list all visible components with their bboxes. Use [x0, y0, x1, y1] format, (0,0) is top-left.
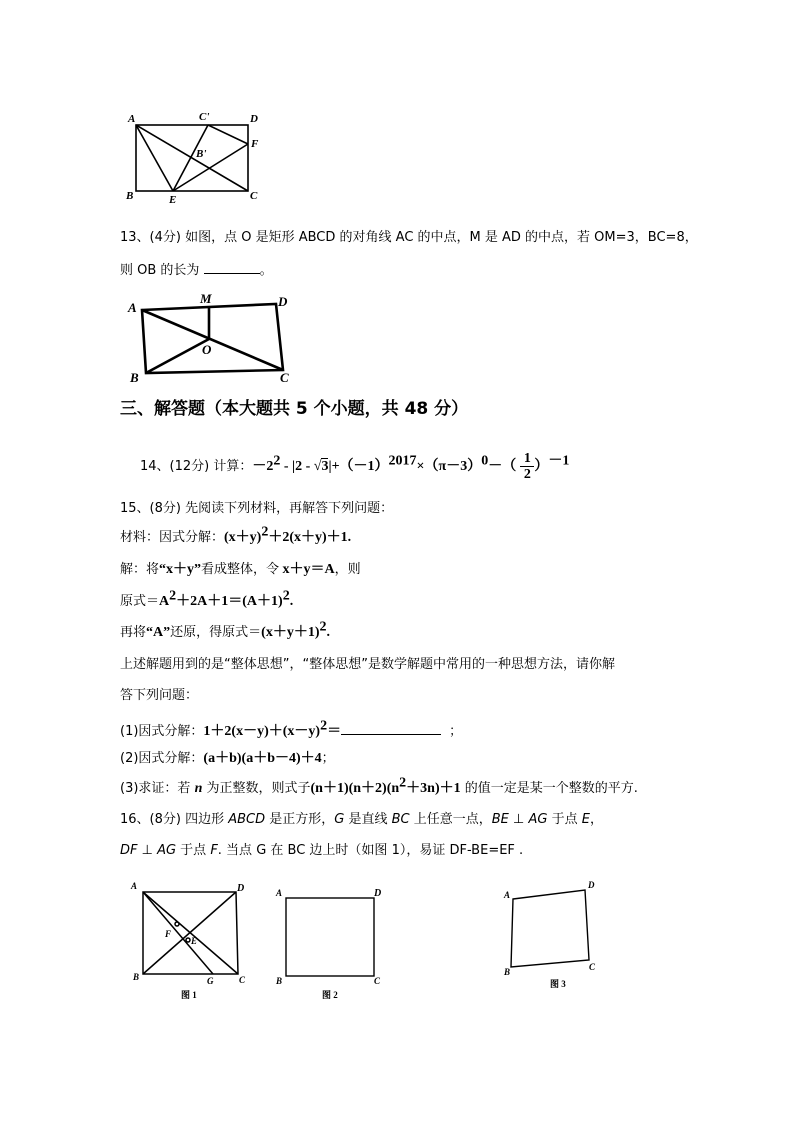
q13-text-pre: 则 OB 的长为	[120, 263, 204, 278]
q15-p1-end: ；	[449, 724, 463, 739]
q13-text: 如图，点 O 是矩形 ABCD 的对角线 AC 的中点，M 是 AD 的中点，若 OM=3，BC=8，	[185, 230, 698, 245]
q16-figure-3	[495, 875, 605, 995]
fig3-label-B: B	[504, 967, 511, 977]
q14-expr-a: －2	[252, 459, 274, 474]
q14-exp-2017: 2017	[388, 453, 417, 469]
fig1-label-F: F	[165, 929, 172, 939]
q16-f: F	[210, 843, 218, 858]
q15-material-expr-a: (x＋y)	[224, 530, 262, 545]
top-rectangle-figure	[110, 105, 280, 205]
q15-orig-end: .	[289, 594, 294, 609]
fig3-label-D: D	[588, 880, 595, 890]
q16-l2-a: 于点	[176, 843, 211, 858]
q13-label-A: A	[128, 300, 137, 315]
q16-df-perp: DF ⊥ AG	[120, 843, 177, 858]
q15-orig-e1: 2	[169, 588, 177, 604]
fig3-caption: 图 3	[550, 979, 566, 989]
q14-exp-2: 2	[273, 453, 281, 469]
q16-l1-b: 是正方形，	[265, 812, 335, 827]
q13-line2	[120, 259, 273, 280]
label-F: F	[251, 138, 259, 150]
q16-bc: BC	[391, 812, 410, 827]
q15-think-line1: 上述解题用到的是“整体思想”，“整体思想”是数学解题中常用的一种思想方法，请你解	[120, 657, 615, 672]
q16-l1-e: 于点	[547, 812, 582, 827]
q15-restore-mid: 还原，得原式＝	[170, 625, 262, 640]
q16-abcd: ABCD	[228, 812, 266, 827]
q14-fraction	[520, 451, 534, 482]
q15-material	[120, 524, 352, 547]
q14-expr-d: ×（π－3）	[416, 459, 482, 474]
q13-label-D: D	[278, 294, 288, 309]
q15-restore-quote: “A”	[146, 625, 171, 640]
q15-p3-n: n	[194, 781, 203, 796]
label-D: D	[250, 113, 258, 125]
label-C-prime: C'	[199, 111, 210, 123]
fig2-label-A: A	[276, 888, 283, 898]
q16-l1-d: 上任意一点，	[409, 812, 492, 827]
q15-restore-pre: 再将	[120, 625, 147, 640]
q15-p2-expr: (a＋b)(a＋b－4)＋4	[203, 751, 322, 766]
fig1-label-G: G	[207, 976, 214, 986]
q15-orig-e2: 2	[282, 588, 290, 604]
q16-line2	[120, 842, 523, 860]
fig1-label-C: C	[239, 975, 246, 985]
q15-orig-pre: 原式＝	[120, 594, 160, 609]
section-3-title: 三、解答题（本大题共 5 个小题，共 48 分）	[120, 399, 469, 419]
q15-sol-var: x＋y＝A	[279, 562, 335, 577]
q14-exp-m1: －1	[548, 453, 570, 469]
q15-p3-exp: 2	[399, 775, 407, 791]
q15-think-line2: 答下列问题：	[120, 688, 199, 703]
q15-sol-quote: “x＋y”	[159, 562, 202, 577]
q15-sol-mid: 看成整体，令	[201, 562, 280, 577]
q14-line	[140, 451, 569, 482]
q15-restore-exp: 2	[319, 619, 327, 635]
q15-restore	[120, 619, 330, 642]
q15-restore-expr: (x＋y＋1)	[261, 625, 320, 640]
q13-label-M: M	[200, 291, 212, 306]
q13-line1	[120, 229, 698, 247]
q15-material-exp: 2	[261, 524, 269, 540]
fig2-label-C: C	[374, 976, 381, 986]
q15-original	[120, 588, 294, 611]
q15-restore-end: .	[326, 625, 330, 640]
fig1-label-A: A	[131, 881, 138, 891]
q13-figure	[120, 290, 300, 385]
q15-p2-end: ；	[321, 751, 335, 766]
q14-expr-e: －（	[488, 459, 517, 474]
fig1-caption: 图 1	[181, 990, 197, 1000]
label-E: E	[169, 194, 177, 205]
fig1-label-D: D	[237, 883, 245, 894]
fig2-label-B: B	[276, 976, 283, 986]
q15-material-expr-b: ＋2(x＋y)＋1.	[268, 530, 352, 545]
q13-number: 13、(4分)	[120, 230, 186, 245]
label-B-prime: B'	[196, 148, 207, 160]
q15-p3-expr-b: ＋3n)＋1	[406, 781, 461, 796]
q15-part3	[120, 775, 638, 798]
fig2-label-D: D	[374, 888, 382, 899]
q13-label-O: O	[202, 342, 212, 357]
q15-orig-b: ＋2A＋1＝(A＋1)	[176, 594, 283, 609]
q14-frac-num: 1	[520, 451, 534, 467]
q15-sol-pre: 解：将	[120, 562, 160, 577]
label-A: A	[128, 113, 136, 125]
q16-l1-end: ，	[589, 812, 603, 827]
q15-part2	[120, 750, 335, 768]
q16-line1	[120, 811, 603, 829]
q16-be-perp: BE ⊥ AG	[491, 812, 548, 827]
q13-text-post: 。	[259, 263, 273, 278]
q15-orig-a: A	[159, 594, 170, 609]
fig2-caption: 图 2	[322, 990, 338, 1000]
label-B: B	[126, 190, 134, 202]
q15-sol-end: ，则	[334, 562, 361, 577]
q15-p3-end: 的值一定是某一个整数的平方.	[460, 781, 638, 796]
q15-p1-expr-a: 1＋2(x－y)＋(x－y)	[203, 724, 321, 739]
fig3-label-C: C	[589, 962, 596, 972]
q13-label-C: C	[280, 370, 289, 385]
q15-p1-label: (1)因式分解：	[120, 724, 204, 739]
q13-label-B: B	[130, 370, 139, 385]
q16-pe: E	[581, 812, 590, 827]
label-C: C	[250, 190, 258, 202]
q15-p1-expr-b: ＝	[327, 724, 342, 739]
q14-expr-c: |+（－1）	[328, 459, 389, 474]
q16-g: G	[334, 812, 345, 827]
q15-p1-answer-blank[interactable]	[341, 720, 441, 735]
q16-figure-1	[125, 880, 255, 1005]
q14-expr-b: - |2 -	[280, 459, 314, 474]
q15-material-label: 材料：因式分解：	[120, 530, 225, 545]
q16-l2-b: . 当点 G 在 BC 边上时（如图 1），易证 DF-BE=EF .	[217, 843, 524, 858]
q15-intro: 15、(8分) 先阅读下列材料，再解答下列问题：	[120, 501, 394, 516]
q14-frac-den: 2	[523, 467, 531, 482]
q16-l1-a: 16、(8分) 四边形	[120, 812, 229, 827]
q14-exp-0: 0	[481, 453, 489, 469]
q14-expr-f: ）	[534, 459, 549, 474]
sqrt-icon: √	[313, 459, 322, 474]
q14-number: 14、(12分) 计算：	[140, 459, 253, 474]
q16-l1-c: 是直线	[344, 812, 392, 827]
q15-p2-label: (2)因式分解：	[120, 751, 204, 766]
q15-p3-expr-a: (n＋1)(n＋2)(n	[310, 781, 400, 796]
q15-p3-label: (3)求证：若	[120, 781, 195, 796]
q15-solution	[120, 561, 361, 579]
q15-part1	[120, 720, 462, 741]
q14-sqrt-arg: 3	[321, 459, 329, 474]
q15-p1-exp: 2	[320, 718, 328, 734]
q16-figure-2	[270, 880, 390, 1005]
q15-p3-mid: 为正整数，则式子	[202, 781, 311, 796]
fig3-label-A: A	[504, 890, 511, 900]
fig1-label-E: E	[191, 936, 198, 946]
fig1-label-B: B	[133, 972, 140, 982]
q13-answer-blank[interactable]	[204, 259, 260, 274]
